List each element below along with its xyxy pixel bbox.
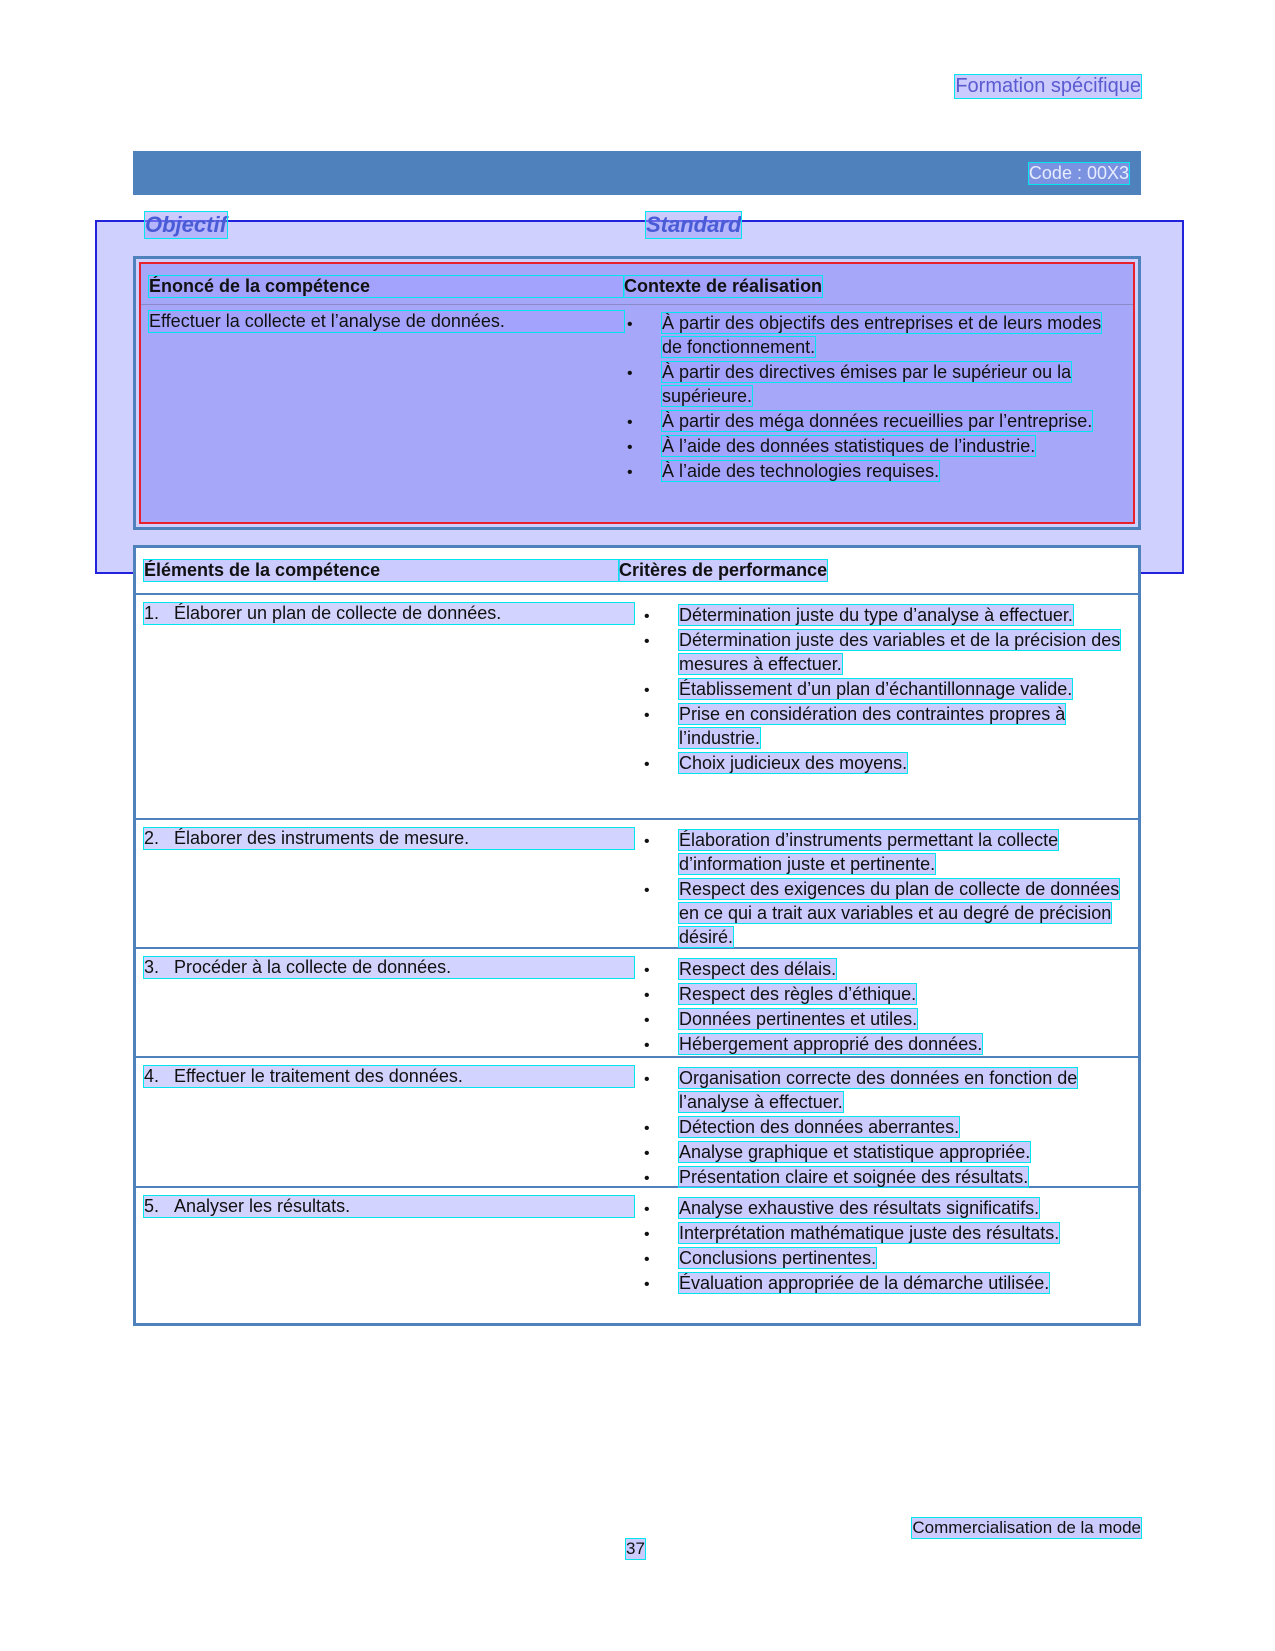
bullet-item xyxy=(641,1032,1129,1056)
objective-heading: Objectif xyxy=(145,212,227,237)
element-label: Procéder à la collecte de données. xyxy=(174,957,452,977)
element-text xyxy=(144,603,634,624)
bullet-item xyxy=(641,1140,1129,1164)
element-text xyxy=(144,1196,634,1217)
element-label: Élaborer un plan de collecte de données. xyxy=(174,603,502,623)
criteria-list xyxy=(641,957,1129,1057)
bullet-icon: • xyxy=(644,1276,650,1293)
bullet-icon: • xyxy=(644,1201,650,1218)
bullet-text: À partir des directives émises par le supérieur ou la supérieure. xyxy=(662,362,1072,406)
bullet-item xyxy=(641,751,1129,775)
bullet-text: Conclusions pertinentes. xyxy=(679,1248,877,1268)
bullet-item xyxy=(641,957,1129,981)
context-list xyxy=(624,311,1112,484)
footer-program: Commercialisation de la mode xyxy=(912,1518,1141,1537)
bullet-icon: • xyxy=(644,1012,650,1029)
element-label: Élaborer des instruments de mesure. xyxy=(174,828,470,848)
element-label: Effectuer le traitement des données. xyxy=(174,1066,463,1086)
bullet-text: Données pertinentes et utiles. xyxy=(679,1009,918,1029)
bullet-text: À l’aide des technologies requises. xyxy=(662,461,940,481)
bullet-text: À l’aide des données statistiques de l’industrie. xyxy=(662,436,1036,456)
criteria-list xyxy=(641,603,1129,776)
performance-header-row xyxy=(136,548,1138,595)
performance-row xyxy=(136,1056,1138,1188)
bullet-item xyxy=(641,877,1129,949)
bullet-text: Détection des données aberrantes. xyxy=(679,1117,960,1137)
bullet-item xyxy=(624,311,1112,359)
bullet-icon: • xyxy=(644,882,650,899)
bullet-item xyxy=(641,677,1129,701)
bullet-item xyxy=(641,982,1129,1006)
bullet-icon: • xyxy=(644,1251,650,1268)
performance-row xyxy=(136,1186,1138,1323)
bullet-text: Analyse exhaustive des résultats significatifs. xyxy=(679,1198,1040,1218)
bullet-icon: • xyxy=(644,962,650,979)
bullet-text: Organisation correcte des données en fonction de l’analyse à effectuer. xyxy=(679,1068,1078,1112)
competency-statement: Effectuer la collecte et l’analyse de données. xyxy=(149,311,624,332)
bullet-text: Établissement d’un plan d’échantillonnage valide. xyxy=(679,679,1073,699)
bullet-item xyxy=(641,828,1129,876)
bullet-text: Détermination juste du type d’analyse à effectuer. xyxy=(679,605,1073,625)
bullet-icon: • xyxy=(644,1145,650,1162)
bullet-text: Évaluation appropriée de la démarche utilisée. xyxy=(679,1273,1050,1293)
bullet-icon: • xyxy=(627,439,633,456)
bullet-text: Respect des règles d’éthique. xyxy=(679,984,917,1004)
bullet-icon: • xyxy=(627,414,633,431)
bullet-item xyxy=(641,1066,1129,1114)
context-column-header: Contexte de réalisation xyxy=(624,276,823,296)
bullet-item xyxy=(624,409,1112,433)
bullet-icon: • xyxy=(644,1226,650,1243)
bullet-icon: • xyxy=(627,464,633,481)
page-number: 37 xyxy=(626,1539,645,1558)
performance-row xyxy=(136,947,1138,1058)
bullet-icon: • xyxy=(644,1120,650,1137)
bullet-icon: • xyxy=(644,707,650,724)
objective-header-row xyxy=(141,264,1133,305)
bullet-text: Présentation claire et soignée des résultats. xyxy=(679,1167,1029,1187)
bullet-icon: • xyxy=(644,1037,650,1054)
bullet-text: À partir des objectifs des entreprises et de leurs modes de fonctionnement. xyxy=(662,313,1102,357)
bullet-icon: • xyxy=(627,316,633,333)
criteria-column-header: Critères de performance xyxy=(619,560,828,580)
bullet-text: Hébergement approprié des données. xyxy=(679,1034,983,1054)
bullet-item xyxy=(624,360,1112,408)
performance-table xyxy=(133,545,1141,1326)
bullet-icon: • xyxy=(627,365,633,382)
bullet-item xyxy=(641,1221,1129,1245)
objective-table xyxy=(133,256,1141,530)
element-number: 5. xyxy=(144,1196,160,1216)
bullet-icon: • xyxy=(644,756,650,773)
criteria-list xyxy=(641,828,1129,950)
bullet-item xyxy=(624,459,1112,483)
bullet-text: Élaboration d’instruments permettant la collecte d’information juste et pertinente. xyxy=(679,830,1059,874)
bullet-text: Prise en considération des contraintes propres à l’industrie. xyxy=(679,704,1066,748)
bullet-item xyxy=(641,1196,1129,1220)
bullet-item xyxy=(641,1271,1129,1295)
criteria-list xyxy=(641,1196,1129,1296)
bullet-icon: • xyxy=(644,608,650,625)
bullet-icon: • xyxy=(644,682,650,699)
bullet-item xyxy=(624,434,1112,458)
bullet-item xyxy=(641,1115,1129,1139)
bullet-icon: • xyxy=(644,987,650,1004)
bullet-item xyxy=(641,1246,1129,1270)
bullet-icon: • xyxy=(644,1170,650,1187)
bullet-icon: • xyxy=(644,1071,650,1088)
performance-row xyxy=(136,818,1138,949)
bullet-text: Choix judicieux des moyens. xyxy=(679,753,908,773)
code-banner xyxy=(133,151,1141,195)
bullet-text: À partir des méga données recueillies par l’entreprise. xyxy=(662,411,1093,431)
element-text xyxy=(144,957,634,978)
bullet-icon: • xyxy=(644,633,650,650)
bullet-text: Respect des exigences du plan de collecte de données en ce qui a trait aux variables et au degré de précision désiré. xyxy=(679,879,1120,947)
element-number: 4. xyxy=(144,1066,160,1086)
element-text xyxy=(144,1066,634,1087)
bullet-item xyxy=(641,1007,1129,1031)
element-number: 2. xyxy=(144,828,160,848)
bullet-text: Analyse graphique et statistique appropriée. xyxy=(679,1142,1031,1162)
bullet-item xyxy=(641,628,1129,676)
bullet-icon: • xyxy=(644,833,650,850)
bullet-text: Interprétation mathématique juste des résultats. xyxy=(679,1223,1060,1243)
code-label: Code : 00X3 xyxy=(1028,163,1129,183)
criteria-list xyxy=(641,1066,1129,1190)
standard-heading: Standard xyxy=(646,212,742,237)
element-number: 3. xyxy=(144,957,160,977)
element-label: Analyser les résultats. xyxy=(174,1196,351,1216)
bullet-item xyxy=(641,603,1129,627)
performance-row xyxy=(136,593,1138,820)
bullet-text: Détermination juste des variables et de la précision des mesures à effectuer. xyxy=(679,630,1121,674)
element-text xyxy=(144,828,634,849)
objective-table-body xyxy=(139,262,1135,524)
statement-column-header: Énoncé de la compétence xyxy=(149,276,624,297)
elements-column-header: Éléments de la compétence xyxy=(144,560,619,581)
section-header: Formation spécifique xyxy=(955,75,1141,97)
bullet-text: Respect des délais. xyxy=(679,959,837,979)
bullet-item xyxy=(641,702,1129,750)
element-number: 1. xyxy=(144,603,160,623)
